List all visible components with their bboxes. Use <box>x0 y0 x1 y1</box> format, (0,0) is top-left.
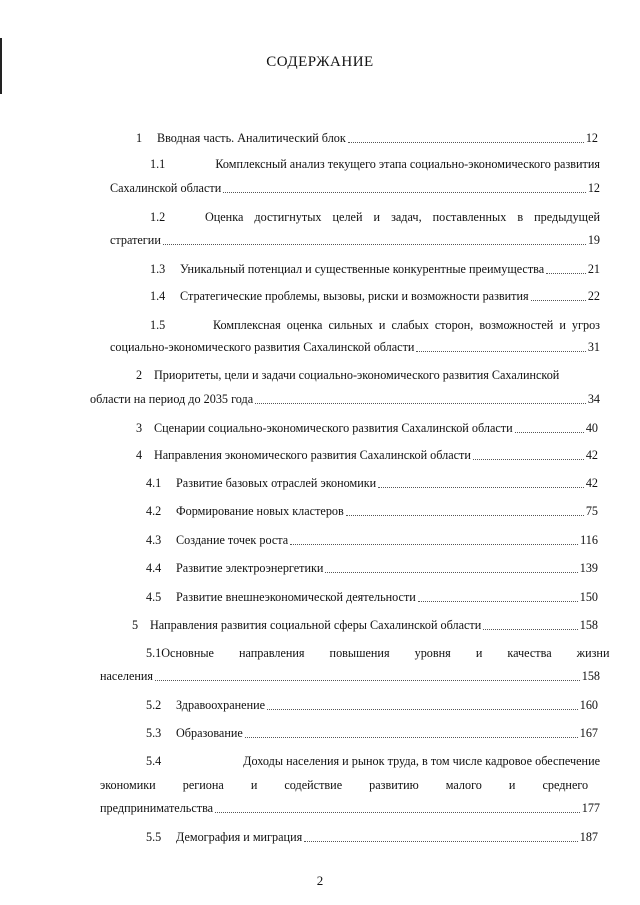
toc-item-4-3[interactable]: 4.3 Создание точек роста 116 <box>146 533 598 547</box>
toc-item-1-2-cont[interactable]: стратегии 19 <box>110 233 600 247</box>
toc-item-5-4-cont2[interactable]: предпринимательства 177 <box>100 801 600 815</box>
toc-item-5[interactable]: 5 Направления развития социальной сферы Сахалинской области 158 <box>132 618 598 632</box>
toc-item-5-4-cont[interactable]: экономики региона и содействие развитию малого и среднего <box>100 778 589 792</box>
toc-item-1-4[interactable]: 1.4 Стратегические проблемы, вызовы, риски и возможности развития 22 <box>150 289 600 303</box>
toc-item-5-2[interactable]: 5.2 Здравоохранение 160 <box>146 698 598 712</box>
page-number: 2 <box>316 873 324 888</box>
toc-item-1-1[interactable]: 1.1 Комплексный анализ текущего этапа социально-экономического развития <box>150 157 600 171</box>
toc-item-5-1-cont[interactable]: населения 158 <box>100 669 600 683</box>
toc-item-4-2[interactable]: 4.2 Формирование новых кластеров 75 <box>146 504 598 518</box>
toc-item-4-1[interactable]: 4.1 Развитие базовых отраслей экономики 42 <box>146 476 598 490</box>
toc-item-1-1-cont[interactable]: Сахалинской области 12 <box>110 181 600 195</box>
toc-item-1-5-cont[interactable]: социально-экономического развития Сахалинской области 31 <box>110 340 600 354</box>
toc-item-4-4[interactable]: 4.4 Развитие электроэнергетики 139 <box>146 561 598 575</box>
toc-item-1-5[interactable]: 1.5 Комплексная оценка сильных и слабых сторон, возможностей и угроз <box>150 318 600 332</box>
toc-item-4[interactable]: 4 Направления экономического развития Сахалинской области 42 <box>136 448 598 462</box>
page-title: СОДЕРЖАНИЕ <box>266 54 374 70</box>
toc-item-5-3[interactable]: 5.3 Образование 167 <box>146 726 598 740</box>
toc-item-3[interactable]: 3 Сценарии социально-экономического развития Сахалинской области 40 <box>136 421 598 435</box>
toc-item-5-4[interactable]: 5.4 Доходы населения и рынок труда, в том числе кадровое обеспечение <box>146 754 600 768</box>
toc-item-1-2[interactable]: 1.2 Оценка достигнутых целей и задач, поставленных в предыдущей <box>150 210 600 224</box>
toc-item-5-5[interactable]: 5.5 Демография и миграция 187 <box>146 830 598 844</box>
toc-item-5-1[interactable]: 5.1 Основные направления повышения уровня и качества жизни <box>146 646 610 660</box>
toc-item-2[interactable]: 2 Приоритеты, цели и задачи социально-экономического развития Сахалинской <box>136 368 560 382</box>
toc-item-1[interactable]: 1 Вводная часть. Аналитический блок 12 <box>136 131 598 145</box>
toc-item-1-3[interactable]: 1.3 Уникальный потенциал и существенные конкурентные преимущества 21 <box>150 262 600 276</box>
toc-item-4-5[interactable]: 4.5 Развитие внешнеэкономической деятельности 150 <box>146 590 598 604</box>
toc-item-2-cont[interactable]: области на период до 2035 года 34 <box>90 392 600 406</box>
